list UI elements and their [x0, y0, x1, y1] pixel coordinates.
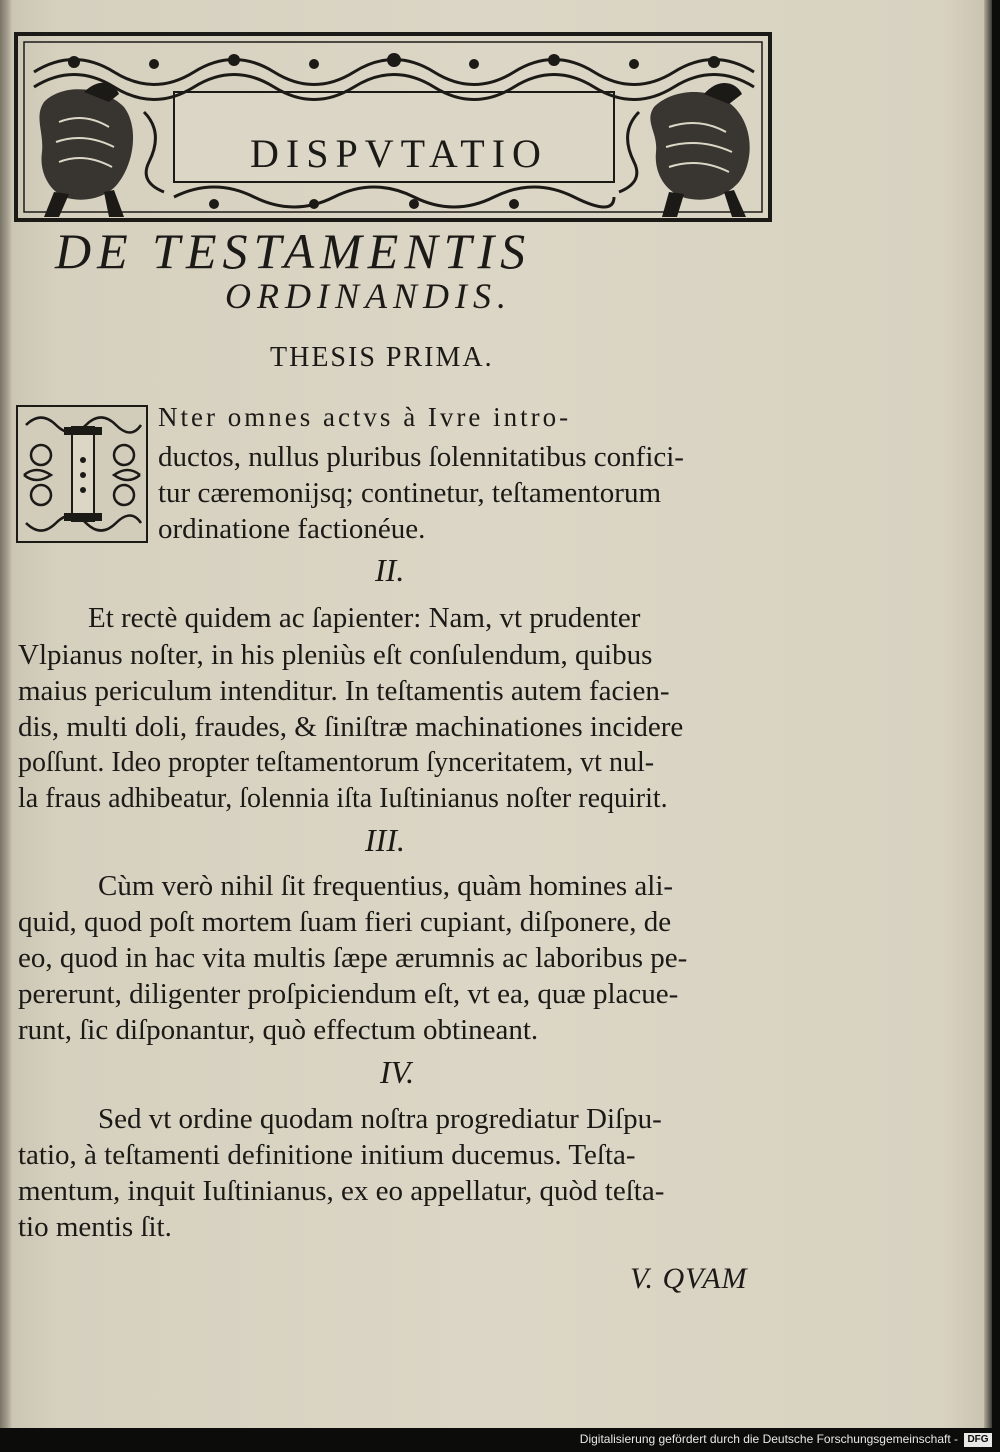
thesis-heading: THESIS PRIMA. [270, 342, 494, 373]
catchword: V. QVAM [630, 1262, 748, 1295]
text-line: pererunt, diligenter proſpiciendum eſt, vt ea, quæ placue- [18, 978, 679, 1010]
text-line: poſſunt. Ideo propter teſtamentorum ſynceritatem, vt nul- [18, 747, 655, 778]
decorated-initial [16, 405, 148, 543]
text-line: Et rectè quidem ac ſapienter: Nam, vt prudenter [88, 602, 641, 634]
text-line: Vlpianus noſter, in his pleniùs eſt conſulendum, quibus [18, 639, 653, 671]
section-numeral: II. [375, 552, 405, 588]
text-line: la fraus adhibeatur, ſolennia iſta Iuſtinianus noſter requirit. [18, 783, 668, 814]
text-line: ductos, nullus pluribus ſolennitatibus confici- [158, 441, 684, 473]
text-line: quid, quod poſt mortem ſuam fieri cupiant, diſponere, de [18, 906, 672, 938]
text-line: tatio, à teſtamenti definitione initium ducemus. Teſta- [18, 1139, 636, 1171]
decorated-initial-icon [16, 405, 148, 543]
section-numeral: III. [365, 822, 405, 858]
text-line: maius periculum intenditur. In teſtamentis autem facien- [18, 675, 670, 707]
text-line: dis, multi doli, fraudes, & ſiniſtræ machinationes incidere [18, 711, 684, 743]
main-title-line-1: DE TESTAMENTIS [55, 223, 532, 279]
text-line: tio mentis ſit. [18, 1211, 172, 1243]
running-title: DISPVTATIO [250, 131, 548, 176]
text-line: runt, ſic diſponantur, quò effectum obtineant. [18, 1014, 539, 1046]
woodcut-header-ornament [14, 32, 772, 222]
text-line: eo, quod in hac vita multis ſæpe ærumnis ac laboribus pe- [18, 942, 688, 974]
text-line: mentum, inquit Iuſtinianus, ex eo appellatur, quòd teſta- [18, 1175, 665, 1207]
footer-bar [0, 1428, 1000, 1452]
text-line: Sed vt ordine quodam noſtra progrediatur Diſpu- [98, 1103, 662, 1135]
section-numeral: IV. [380, 1054, 415, 1090]
dfg-logo-icon[interactable]: DFG [964, 1433, 992, 1447]
text-line: Nter omnes actvs à Ivre intro- [158, 402, 572, 432]
woodcut-ornament-icon [14, 32, 772, 222]
text-line: ordinatione factionéue. [158, 513, 426, 545]
main-title-line-2: ORDINANDIS. [225, 276, 512, 316]
page-gutter [0, 0, 12, 1428]
digitization-credit: Digitalisierung gefördert durch die Deutsche Forschungsgemeinschaft - [579, 1432, 958, 1446]
page-edge [984, 0, 992, 1428]
text-line: Cùm verò nihil ſit frequentius, quàm homines ali- [98, 870, 674, 902]
text-line: tur cæremonijsq; continetur, teſtamentorum [158, 477, 661, 509]
